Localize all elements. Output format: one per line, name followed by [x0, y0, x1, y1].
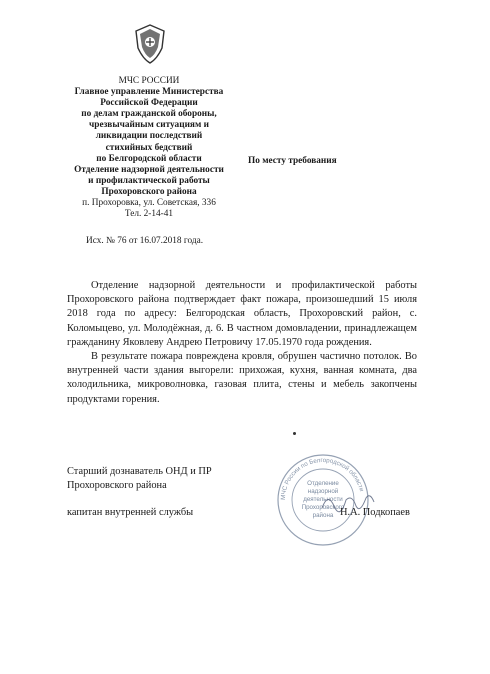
letterhead-line: Главное управление Министерства [74, 87, 224, 98]
stamp-center-line: надзорной [307, 488, 339, 495]
mchs-emblem-icon [130, 22, 170, 66]
letterhead-line: ликвидации последствий [95, 131, 203, 142]
body-paragraph: В результате пожара повреждена кровля, обрушен частично потолок. Во внутренней части здания выгорели: прихожая, кухня, ванная комната, два холодильника, микроволновка, газовая плита, стены и мебель закопчены продуктами горения. [67, 351, 417, 405]
letterhead-line: и профилактической работы [88, 175, 210, 186]
letterhead-line: по делам гражданской обороны, [81, 109, 217, 120]
signer-name: Н.А. Подкопаев [340, 507, 410, 518]
stamp-center-line: Отделение [307, 480, 339, 487]
signer-rank: капитан внутренней службы [67, 507, 194, 518]
letterhead-phone: Тел. 2-14-41 [124, 209, 174, 220]
addressee: По месту требования [248, 156, 337, 166]
letter-body [67, 279, 417, 407]
stamp-center-line: деятельности [303, 496, 343, 503]
agency-short-name: МЧС РОССИИ [118, 76, 180, 86]
body-paragraph: Отделение надзорной деятельности и профилактической работы Прохоровского района подтверждает факт пожара, произошедший 15 июля 2018 года по адресу: Белгородская область, Прохоровский район, с. Коломыцево, ул. Молодёжная, д. 6. В частном домовладении, принадлежащем гражданину Яковлеву Андрею Петровичу 17.05.1970 года рождения. [67, 280, 417, 348]
stamp-center-line: Прохоровского [301, 504, 345, 511]
stamp-center-line: района [312, 512, 334, 519]
letterhead-line: чрезвычайным ситуациям и [89, 120, 209, 131]
signer-position: Старший дознаватель ОНД и ПР [67, 466, 212, 477]
letterhead-line: Отделение надзорной деятельности [74, 164, 224, 175]
signer-department: Прохоровского района [67, 480, 167, 491]
letterhead-line: стихийных бедствий [105, 142, 193, 153]
letterhead-line: Прохоровского района [101, 186, 197, 197]
stamp-ring-text: МЧС России по Белгородской области [279, 456, 365, 501]
scan-speck [293, 432, 296, 435]
letterhead [55, 76, 243, 220]
outgoing-reference: Исх. № 76 от 16.07.2018 года. [86, 236, 204, 246]
letterhead-line: по Белгородской области [96, 153, 202, 164]
letterhead-address: п. Прохоровка, ул. Советская, 336 [82, 198, 216, 209]
letterhead-line: Российской Федерации [100, 98, 198, 109]
